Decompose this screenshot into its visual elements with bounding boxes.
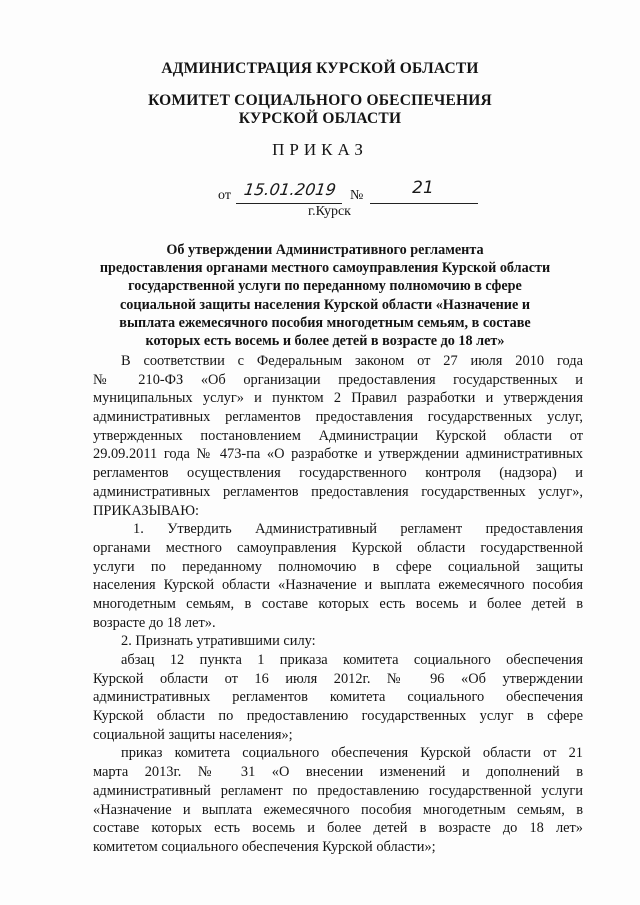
body-line: В соответствии с Федеральным законом от 27 июля 2010 года [121,353,583,369]
body-line: Курской области по предоставлению государственных услуг в сфере [93,708,583,725]
handwritten-number: 21 [412,178,434,198]
body-line: органами местного самоуправления Курской области государственной [93,539,583,556]
title-line: Об утверждении Административного регламента [166,242,484,258]
body-line: составе которых есть восемь и более детей в возрасте до 18 лет» [93,820,583,837]
body-line: услуги по переданному полномочию в сфере социальной защиты [93,558,583,575]
body-line: многодетным семьям, в составе которых есть восемь и более детей в [93,595,583,612]
body-line: населения Курской области «Назначение и выплата ежемесячного пособия [93,577,583,594]
body-line: муниципальных услуг» и пунктом 2 Правил разработки и утверждения [93,390,583,407]
title-line: государственной услуги по переданному полномочию в сфере [128,278,522,295]
body-line: возрасте до 18 лет». [93,614,216,631]
city-name: г.Курск [308,204,351,219]
body-line: 29.09.2011 года № 473-па «О разработке и утверждении административных [93,446,583,463]
body-line: «Назначение и выплата ежемесячного пособия многодетным семьям, в [93,801,583,818]
handwritten-date: 15.01.2019 [242,180,338,199]
body-line: 2. Признать утратившими силу: [121,633,316,650]
body-line: комитетом социального обеспечения Курской области»; [93,838,436,855]
body-line: социальной защиты населения»; [93,726,293,743]
number-label: № [350,188,364,203]
body-line: административных регламентов предоставления государственных услуг, [93,409,583,426]
committee-name-line1: КОМИТЕТ СОЦИАЛЬНОГО ОБЕСПЕЧЕНИЯ [148,92,492,109]
organization-name: АДМИНИСТРАЦИЯ КУРСКОЙ ОБЛАСТИ [161,60,479,77]
document-title [80,241,570,350]
body-line: административный регламент по предоставлению государственной услуги [93,782,583,799]
body-line: марта 2013г. № 31 «О внесении изменений и дополнений в [93,764,583,781]
body-line: Курской области от 16 июля 2012г. № 96 «Об утверждении [93,670,583,687]
date-label: от [218,188,231,203]
number-underline [370,203,478,204]
body-line: абзац 12 пункта 1 приказа комитета социального обеспечения [121,652,583,668]
body-line: приказ комитета социального обеспечения Курской области от 21 [121,745,583,762]
committee-name-line2: КУРСКОЙ ОБЛАСТИ [238,110,402,127]
title-line: которых есть восемь и более детей в возрасте до 18 лет» [145,333,505,350]
document-type: ПРИКАЗ [272,140,368,159]
body-line: административных регламентов предоставления государственных услуг», [93,483,583,500]
body-line: 1. Утвердить Административный регламент предоставления [133,521,583,538]
title-line: социальной защиты населения Курской области «Назначение и [120,296,530,313]
document-body [93,352,583,857]
body-line: регламентов осуществления государственного контроля (надзора) и [93,465,583,482]
body-line: ПРИКАЗЫВАЮ: [93,502,200,519]
body-line: утвержденных постановлением Администрации Курской области от [93,427,583,444]
body-line: административных регламентов комитета социального обеспечения [93,689,583,706]
title-line: предоставления органами местного самоуправления Курской области [99,260,551,277]
title-line: выплата ежемесячного пособия многодетным семьям, в составе [119,314,531,331]
body-line: № 210-ФЗ «Об организации предоставления государственных и [93,371,583,388]
